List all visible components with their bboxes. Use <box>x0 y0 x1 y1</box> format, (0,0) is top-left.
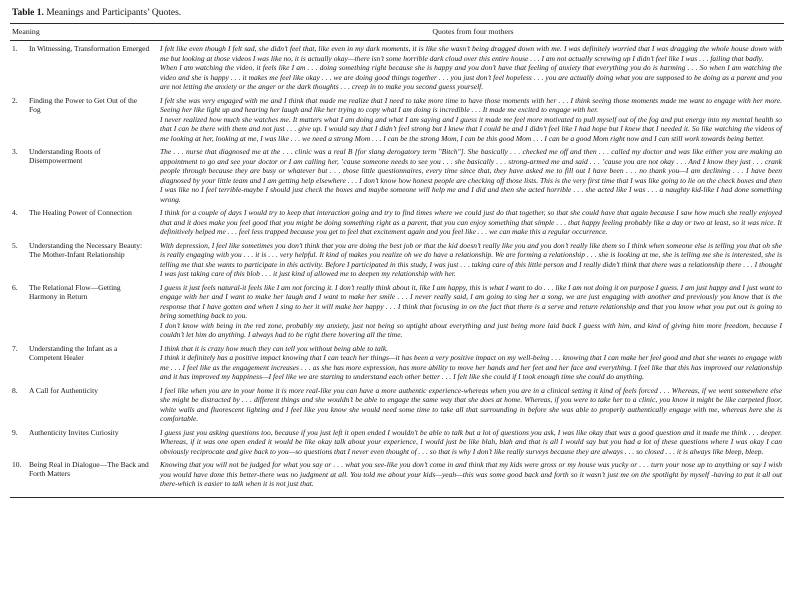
table-header-row <box>10 24 784 41</box>
quote-paragraph: I feel like when you are in your home it is more real-like you can have a more authentic experience-whereas when you are in a clinical setting it kind of feels forced . . . Whereas, if we went somewhere else she might be distracted by . . . different things and she wouldn’t be able to engage the same way that she does at home. Whereas, if you were to take her to a clinic, you know it might be like carpeted floor, white walls and fluorescent lighting and I feel like you know she would need some time to take all that surrounding in before she was able to properly authentically engage with me, whereas here she is comfortable. <box>160 385 782 423</box>
meaning-number: 2. <box>12 95 18 105</box>
meaning-cell <box>10 386 160 424</box>
meaning-number: 8. <box>12 385 18 395</box>
table-row <box>10 386 784 424</box>
meaning-cell <box>10 460 160 489</box>
meaning-cell <box>10 344 160 382</box>
meaning-cell <box>10 241 160 279</box>
quote-paragraph: I felt she was very engaged with me and I think that made me realize that I need to take more time to have those moments with her . . . I think seeing those moments made me want to engage with her more. Seeing her like light up and hearing her laugh and like her trying to copy what I am doing is incredible . . . It made me excited to engage with her. <box>160 95 782 114</box>
meaning-label: The Relational Flow—Getting Harmony in Return <box>29 282 121 301</box>
quotes-cell <box>160 283 784 340</box>
quotes-cell <box>160 208 784 237</box>
quote-paragraph: When I am watching the video, it feels like I am . . . doing something right because she is happy and you don’t have that feeling of anxiety that everything you do is harming . . . So when I am watching the video and she is happy . . . it makes me feel like okay . . . we are doing good things together . . . you just don’t feel hopeless . . . you are actually doing what you are supposed to be doing as a parent and you are not letting the anxiety or the anger or the dark thoughts . . . creep in to make you second guess yourself. <box>160 63 782 91</box>
quotes-cell <box>160 147 784 204</box>
meaning-number: 3. <box>12 147 18 156</box>
quote-paragraph: I felt like even though I felt sad, she didn’t feel that, like even in my dark moments, it is like she wasn’t being dragged down with me. I was definitely worried that I was dragging the whole house down with me but looking at those videos I was like no, it is actually okay—there isn’t some horrible dark cloud over this entire house . . . I am not actually screwing up I didn’t feel like I was . . . failing that badly. <box>160 44 782 63</box>
column-header-quotes: Quotes from four mothers <box>432 27 514 36</box>
table-row <box>10 208 784 237</box>
meaning-cell <box>10 147 160 204</box>
quote-paragraph: I don’t know with being in the red zone, probably my anxiety, just not being so uptight about everything and just being more laid back I guess with him, and kind of giving him more freedom, because I couldn’t let him do anything. I always had to be right there hovering all the time. <box>160 320 782 339</box>
meaning-number: 1. <box>12 44 18 53</box>
meaning-cell <box>10 283 160 340</box>
table-row <box>10 283 784 340</box>
quote-paragraph: Knowing that you will not be judged for what you say or . . . what you see-like you don’t come in and think that my kids were gross or my house was yucky or . . . turn your nose up to anything or say I wish you would have done this better-there was no judgment at all. You told me about your kids—yeah—this was some good back and forth so it wasn’t just me on the spotlight by myself -having to put it all out there-which is easier to talk when it is not just that. <box>160 460 782 488</box>
meaning-label: In Witnessing, Transformation Emerged <box>29 44 150 53</box>
table-row <box>10 241 784 279</box>
table-caption <box>12 7 784 19</box>
meaning-label: Understanding the Infant as a Competent Healer <box>29 343 118 362</box>
table-row <box>10 428 784 457</box>
quote-paragraph: I think for a couple of days I would try to keep that interaction going and try to find times where we could just do that together, so that she could have that again because I saw how much she really enjoyed that and it does make you feel good that you might be doing something right as a parent, that you can enjoy something that simple . . . that happy feeling probably like a day or two at least, so it was nice. It definitively helped me . . . feel less trapped because you get to feel that excitement again and you feel like . . . we can make this a regular occurrence. <box>160 208 782 236</box>
meaning-cell <box>10 428 160 457</box>
meaning-label: The Healing Power of Connection <box>29 208 132 217</box>
table <box>10 23 784 498</box>
quote-paragraph: I think it definitely has a positive impact knowing that I can teach her things—it has been a very positive impact on my well-being . . . knowing that I can make her feel good and that she wants to engage with me . . . I feel like as the engagement increases . . . as she has more expression, has more ability to move her hands and her feet and her face and everything. I feel like that this has improved our relationship and it has improved my happiness—I feel like we are starting to understand each other better . . . I felt like she could if I took enough time she could do anything. <box>160 353 782 381</box>
meaning-label: Understanding the Necessary Beauty: The Mother-Infant Relationship <box>29 240 143 259</box>
table-caption-label: Table 1. <box>12 8 44 18</box>
quotes-cell <box>160 428 784 457</box>
meaning-label: Understanding Roots of Disempowerment <box>29 147 101 166</box>
quote-paragraph: With depression, I feel like sometimes you don’t think that you are doing the best job or that the kid doesn’t really like you and you don’t really like them so I think when someone else is telling you that oh she is really engaging with you . . . it is . . . very helpful. It kind of makes you realize oh we do have a relationship. We are forming a relationship . . . she is looking at me, she is telling me she is interested, she is telling me that she wants to participate in this activity. Before I participated in this study, I was just . . . taking care of this little person and I really didn’t think that there was a relationship there . . . I thought I was just taking care of this blob . . . it just kind of allowed me to deepen my relationship with her. <box>160 240 782 278</box>
meaning-cell <box>10 44 160 92</box>
table-row <box>10 344 784 382</box>
table-row <box>10 147 784 204</box>
column-header-meaning: Meaning <box>12 27 40 36</box>
meaning-label: A Call for Authenticity <box>29 385 98 395</box>
meaning-label: Finding the Power to Get Out of the Fog <box>29 95 138 114</box>
quotes-cell <box>160 96 784 144</box>
meaning-number: 6. <box>12 282 18 292</box>
quotes-cell <box>160 386 784 424</box>
quotes-cell <box>160 44 784 92</box>
quotes-cell <box>160 241 784 279</box>
quote-paragraph: I guess just you asking questions too, because if you just left it open ended I wouldn’t be able to talk but a lot of questions you ask, I was like okay that was a good question and it made me think . . . deeper. Whereas, if it was one open ended it would be like okay talk about your experience, I would just be like blah, blah and that is all I would say but you had a lot of these questions where I was okay I can obviously reciprocate and give back to you—so questions that I never even thought of . . . so that is why I don’t like really surveys because they are always . . . so closed . . . it is always like bleep, bleep. <box>160 427 782 456</box>
meaning-label: Authenticity Invites Curiosity <box>29 427 119 437</box>
table-body <box>10 41 784 497</box>
quote-paragraph: I never realized how much she watches me. It matters what I am doing and what I am saying and I guess it made me feel more motivated to pull myself out of the fog and put energy into my mental health so that I can be there with them and not just . . . give up. I would say that I didn’t feel strong but I knew that I could be and I didn’t feel like I had hope but I knew that I needed it. So like watching the videos of me looking at her, looking at me, I was like . . . we need a strong Mom . . . I can be the strong Mom, I can be this good Mom . . . I can be a good Mom right now and I can still work towards being better. <box>160 114 782 143</box>
meaning-cell <box>10 96 160 144</box>
meaning-number: 7. <box>12 343 18 353</box>
meaning-number: 4. <box>12 208 18 217</box>
meaning-label: Being Real in Dialogue—The Back and Forth Matters <box>29 460 149 479</box>
table-row <box>10 44 784 92</box>
table-caption-title: Meanings and Participants’ Quotes. <box>43 8 182 18</box>
quote-paragraph: I guess it just feels natural-it feels like I am not forcing it. I don’t really think about it, like I am happy, this is what I want to do . . . like I am not doing it on purpose I guess. I am just happy and I just want to engage with her and I want to make her laugh and I want to make her smile . . . I never really said, I am going to sing her a song, we are just engaging with another and previously you know that is the response that I have gotten and when I sing to her it will make her happy . . . I think that focusing in on the fact that there is a serve and return relationship and that you know what you put out is going to bring something back to you. <box>160 282 782 320</box>
meaning-number: 9. <box>12 427 18 437</box>
meaning-number: 10. <box>12 460 22 469</box>
table-row <box>10 460 784 489</box>
quotes-cell <box>160 460 784 489</box>
table-row <box>10 96 784 144</box>
quote-paragraph: I think that it is crazy how much they can tell you without being able to talk. <box>160 343 389 353</box>
quotes-cell <box>160 344 784 382</box>
quote-paragraph: The . . . nurse that diagnosed me at the . . . clinic was a real B [for slang derogatory term "Bitch"]. She basically . . . checked me off and then . . . called my doctor and was like either you are making an appointment to go and see your doctor or I am calling her, ’cause someone needs to see you . . . she basically . . . strong-armed me and said . . . ’cause you are not okay . . . And I know they just . . . crank people through because they are busy or whatever but . . . those little questionnaires, every time since that, they have asked me to fill out I have been . . . no thank you—I am declining . . . I have been diagnosed by your little team and I am getting help elsewhere . . . I don’t know how honest people are checking off those lists. This is the very first time that I was like going to lie on the check boxes and then I was like no I feel terrible-maybe I should just check the boxes and maybe someone will help me and I did and then she acted horrible . . . she acted like I was . . . a naughty kid-like I had done something wrong. <box>160 147 782 204</box>
meaning-cell <box>10 208 160 237</box>
meaning-number: 5. <box>12 240 18 250</box>
